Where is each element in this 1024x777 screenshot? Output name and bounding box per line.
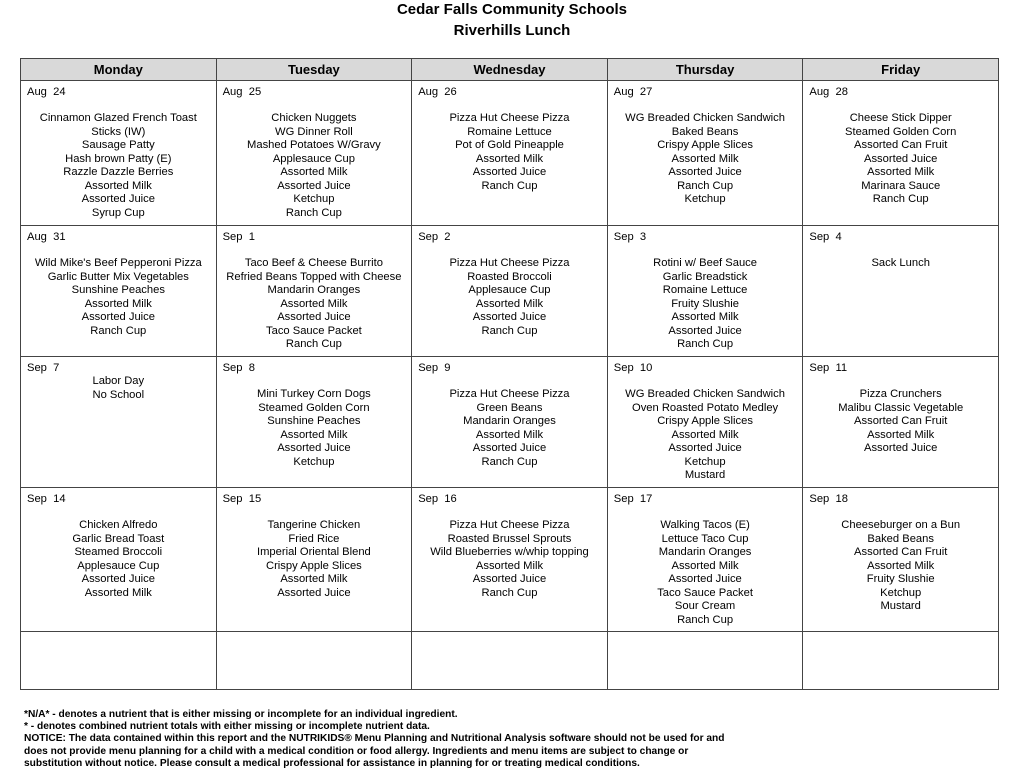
day-date: Sep 15 — [222, 493, 262, 505]
menu-item: Cheeseburger on a Bun — [841, 519, 961, 531]
menu-item-list — [21, 506, 216, 600]
menu-item: Ranch Cup — [285, 206, 342, 219]
menu-item: Lettuce Taco Cup — [661, 532, 749, 545]
day-date: Sep 11 — [809, 362, 848, 374]
day-cell-thursday — [607, 226, 803, 357]
footer-na-note: *N/A* - denotes a nutrient that is either missing or incomplete for an individual ingredient. — [24, 709, 458, 720]
menu-item: Steamed Golden Corn — [258, 401, 370, 414]
menu-item: Mini Turkey Corn Dogs — [257, 388, 371, 400]
menu-item: Assorted Milk — [280, 166, 348, 178]
menu-item: Chicken Alfredo — [79, 519, 158, 531]
weekday-header-row — [21, 59, 999, 81]
menu-item: Assorted Juice — [277, 311, 351, 323]
menu-item-list — [803, 244, 998, 271]
menu-item: Assorted Juice — [472, 166, 547, 178]
day-cell-tuesday — [216, 357, 412, 488]
week-row — [21, 357, 999, 488]
menu-item: Ketchup — [293, 455, 335, 468]
menu-item: Pizza Crunchers — [859, 388, 942, 400]
menu-item: Mustard — [880, 600, 921, 612]
menu-item: Pot of Gold Pineapple — [455, 139, 564, 151]
menu-item: Imperial Oriental Blend — [256, 546, 371, 558]
menu-item: Assorted Can Fruit — [854, 415, 948, 427]
menu-item: Ketchup — [293, 193, 335, 205]
menu-item: Roasted Broccoli — [467, 270, 552, 283]
day-cell-tuesday — [216, 488, 412, 632]
day-cell-friday — [803, 357, 999, 488]
day-cell-monday — [21, 357, 217, 488]
menu-item: Ranch Cup — [90, 324, 147, 337]
menu-item: Pizza Hut Cheese Pizza — [449, 112, 570, 124]
menu-item-list — [217, 375, 412, 469]
menu-item: WG Breaded Chicken Sandwich — [625, 388, 785, 400]
menu-item-list — [803, 506, 998, 614]
menu-item: Rotini w/ Beef Sauce — [653, 257, 757, 269]
menu-item: Cinnamon Glazed French Toast Sticks (IW) — [39, 112, 197, 138]
menu-item: Assorted Milk — [84, 586, 152, 599]
menu-item: Assorted Juice — [668, 442, 742, 454]
menu-item: Assorted Milk — [475, 559, 544, 572]
day-date: Sep 2 — [418, 231, 451, 243]
menu-item-list — [803, 99, 998, 207]
menu-item: Assorted Juice — [864, 152, 938, 165]
menu-calendar — [20, 58, 999, 690]
menu-item: Applesauce Cup — [468, 284, 551, 296]
menu-item: Assorted Milk — [280, 297, 348, 310]
empty-day-cell — [803, 632, 999, 690]
weekday-header-wednesday: Wednesday — [412, 59, 608, 81]
footer-notice-line: substitution without notice. Please consult a medical professional for assistance in planning for or treating medical conditions. — [24, 757, 640, 769]
week-row — [21, 226, 999, 357]
day-date: Sep 8 — [222, 362, 255, 374]
menu-item: Tangerine Chicken — [267, 519, 361, 531]
menu-item: Steamed Golden Corn — [845, 125, 957, 138]
menu-item: WG Breaded Chicken Sandwich — [625, 112, 785, 124]
day-cell-thursday — [607, 357, 803, 488]
menu-item: Pizza Hut Cheese Pizza — [449, 388, 570, 400]
menu-item: Mustard — [684, 469, 726, 481]
menu-item: Ranch Cup — [481, 455, 538, 468]
menu-item: Assorted Juice — [277, 586, 351, 599]
menu-item: Ranch Cup — [481, 179, 538, 192]
menu-item-list — [608, 506, 803, 627]
menu-item-list — [217, 244, 412, 352]
day-cell-friday — [803, 81, 999, 226]
menu-item: Taco Beef & Cheese Burrito — [244, 257, 383, 269]
menu-item: Assorted Milk — [280, 573, 348, 585]
menu-item: Assorted Juice — [81, 193, 155, 205]
day-date: Aug 25 — [222, 86, 262, 98]
menu-item: Mandarin Oranges — [658, 546, 752, 558]
menu-item: Applesauce Cup — [272, 152, 355, 165]
weekday-header-monday: Monday — [21, 59, 217, 81]
menu-item: Pizza Hut Cheese Pizza — [449, 257, 570, 269]
menu-item: Assorted Juice — [668, 324, 742, 337]
menu-item: Crispy Apple Slices — [266, 559, 362, 572]
menu-item: Taco Sauce Packet — [266, 324, 362, 337]
empty-day-cell — [607, 632, 803, 690]
menu-item: Assorted Juice — [668, 166, 742, 178]
day-date: Sep 14 — [27, 493, 66, 505]
menu-item-list — [217, 506, 412, 600]
menu-item: Ranch Cup — [677, 338, 734, 350]
menu-item: Assorted Milk — [867, 166, 935, 178]
day-cell-wednesday — [412, 488, 608, 632]
day-date: Sep 3 — [613, 231, 647, 243]
menu-item-list — [608, 99, 803, 207]
menu-item: Garlic Bread Toast — [72, 532, 165, 545]
menu-item: Assorted Milk — [867, 559, 935, 572]
menu-item: Assorted Juice — [864, 442, 938, 454]
menu-item: Mandarin Oranges — [463, 415, 556, 427]
menu-item: Fruity Slushie — [671, 297, 739, 310]
menu-item-list — [21, 244, 216, 338]
menu-item: Cheese Stick Dipper — [849, 112, 952, 124]
menu-item-list — [608, 375, 803, 483]
menu-item: Assorted Milk — [671, 152, 739, 165]
menu-item: Sunshine Peaches — [71, 284, 165, 296]
footer-notice-line: does not provide menu planning for a child with a medical condition or food allergy. Ingredients and menu items are subject to change or — [24, 745, 689, 757]
menu-item: Assorted Milk — [280, 428, 348, 441]
day-date: Aug 31 — [27, 231, 66, 243]
menu-item-list — [217, 99, 412, 220]
menu-item: Assorted Milk — [475, 428, 544, 441]
day-cell-wednesday — [412, 226, 608, 357]
menu-item-list — [803, 375, 998, 456]
day-cell-tuesday — [216, 81, 412, 226]
menu-item: Assorted Can Fruit — [854, 139, 948, 151]
menu-item: Roasted Brussel Sprouts — [447, 532, 572, 545]
day-date: Sep 1 — [222, 231, 255, 243]
menu-item: Ketchup — [684, 193, 726, 205]
menu-item: Ranch Cup — [481, 324, 538, 337]
empty-day-cell — [21, 632, 217, 690]
day-date: Aug 28 — [809, 86, 848, 98]
weekday-header-tuesday: Tuesday — [216, 59, 412, 81]
menu-item: Ketchup — [880, 586, 922, 599]
day-date: Sep 18 — [809, 493, 848, 505]
menu-item: Assorted Milk — [671, 311, 739, 323]
menu-item: Assorted Milk — [475, 297, 544, 310]
day-date: Aug 24 — [27, 86, 66, 98]
menu-item: Assorted Milk — [867, 428, 935, 441]
menu-item: Walking Tacos (E) — [660, 519, 750, 531]
menu-item-list — [412, 375, 607, 469]
menu-item: Mandarin Oranges — [267, 284, 361, 296]
day-cell-thursday — [607, 488, 803, 632]
menu-item-list — [21, 375, 216, 402]
menu-item: Ranch Cup — [872, 193, 929, 205]
day-cell-tuesday — [216, 226, 412, 357]
menu-item: Garlic Breadstick — [662, 270, 748, 283]
menu-item: Fruity Slushie — [866, 573, 935, 585]
menu-item: No School — [92, 388, 145, 401]
menu-item: Fried Rice — [288, 532, 340, 545]
day-date: Sep 7 — [27, 362, 60, 374]
page-title: Cedar Falls Community Schools — [396, 1, 628, 18]
day-cell-thursday — [607, 81, 803, 226]
menu-item: Sour Cream — [674, 600, 736, 612]
menu-item: Hash brown Patty (E) — [65, 152, 172, 165]
menu-item: WG Dinner Roll — [275, 125, 353, 138]
day-cell-monday — [21, 226, 217, 357]
menu-item: Assorted Milk — [671, 559, 739, 572]
menu-item: Assorted Juice — [277, 179, 351, 192]
menu-item: Ranch Cup — [481, 586, 538, 599]
menu-item: Crispy Apple Slices — [657, 415, 753, 427]
menu-item: Marinara Sauce — [861, 179, 941, 192]
menu-item: Assorted Milk — [475, 152, 544, 165]
menu-item: Baked Beans — [867, 532, 934, 545]
menu-item: Taco Sauce Packet — [657, 586, 753, 599]
page-subtitle: Riverhills Lunch — [453, 22, 571, 39]
day-date: Aug 27 — [613, 86, 653, 98]
menu-item: Green Beans — [476, 401, 543, 414]
menu-item: Ranch Cup — [285, 338, 342, 350]
empty-week-row — [21, 632, 999, 690]
menu-item: Assorted Juice — [472, 442, 547, 454]
day-cell-friday — [803, 488, 999, 632]
menu-item-list — [412, 99, 607, 193]
footer-notice — [24, 709, 784, 770]
weekday-header-friday: Friday — [803, 59, 999, 81]
menu-item: Razzle Dazzle Berries — [63, 166, 174, 178]
menu-item: Romaine Lettuce — [467, 125, 552, 138]
menu-item: Assorted Juice — [472, 573, 547, 585]
day-cell-friday — [803, 226, 999, 357]
menu-item-list — [21, 99, 216, 220]
day-date: Sep 9 — [418, 362, 451, 374]
menu-item: Baked Beans — [671, 125, 739, 138]
day-date: Sep 16 — [418, 493, 457, 505]
menu-item: Assorted Juice — [472, 311, 547, 323]
footer-notice-line: NOTICE: The data contained within this report and the NUTRIKIDS® Menu Planning and Nutritional Analysis software should not be used for and — [24, 733, 725, 745]
menu-item: Pizza Hut Cheese Pizza — [449, 519, 570, 531]
menu-item: Romaine Lettuce — [662, 284, 748, 296]
menu-item: Steamed Broccoli — [74, 546, 163, 558]
day-cell-monday — [21, 81, 217, 226]
menu-item: Assorted Juice — [668, 573, 742, 585]
menu-item: Assorted Milk — [84, 179, 152, 192]
week-row — [21, 488, 999, 632]
menu-item: Assorted Juice — [81, 573, 155, 585]
menu-item: Ranch Cup — [677, 613, 734, 626]
day-cell-wednesday — [412, 81, 608, 226]
day-cell-wednesday — [412, 357, 608, 488]
day-date: Sep 4 — [809, 231, 842, 243]
menu-item: Mashed Potatoes W/Gravy — [247, 139, 381, 151]
day-cell-monday — [21, 488, 217, 632]
menu-item: Assorted Milk — [671, 428, 739, 441]
menu-item: Malibu Classic Vegetable — [838, 401, 964, 414]
menu-item: Applesauce Cup — [77, 559, 160, 572]
footer-asterisk-note: * - denotes combined nutrient totals with either missing or incomplete nutrient data. — [24, 721, 430, 733]
menu-item: Wild Blueberries w/whip topping — [430, 546, 589, 558]
menu-item: Ranch Cup — [677, 179, 734, 192]
menu-item: Sausage Patty — [81, 139, 155, 151]
menu-item: Refried Beans Topped with Cheese — [226, 270, 402, 283]
menu-item: Assorted Juice — [81, 311, 155, 323]
menu-item: Sunshine Peaches — [267, 415, 361, 427]
day-date: Sep 17 — [613, 493, 653, 505]
menu-item: Crispy Apple Slices — [657, 139, 753, 151]
weekday-header-thursday: Thursday — [607, 59, 803, 81]
empty-day-cell — [412, 632, 608, 690]
menu-item: Assorted Milk — [84, 297, 152, 310]
menu-item: Oven Roasted Potato Medley — [632, 401, 779, 414]
menu-item: Syrup Cup — [91, 206, 145, 219]
menu-item-list — [608, 244, 803, 352]
day-date: Aug 26 — [418, 86, 457, 98]
menu-item: Sack Lunch — [871, 257, 930, 269]
menu-item: Labor Day — [92, 375, 145, 387]
menu-item: Garlic Butter Mix Vegetables — [47, 270, 189, 283]
menu-item: Ketchup — [684, 455, 726, 468]
week-row — [21, 81, 999, 226]
menu-item: Chicken Nuggets — [271, 112, 357, 124]
empty-day-cell — [216, 632, 412, 690]
menu-item: Assorted Juice — [277, 442, 351, 454]
day-date: Sep 10 — [613, 362, 653, 374]
menu-item-list — [412, 244, 607, 338]
menu-item-list — [412, 506, 607, 600]
menu-item: Assorted Can Fruit — [854, 546, 948, 558]
menu-item: Wild Mike's Beef Pepperoni Pizza — [34, 257, 202, 269]
